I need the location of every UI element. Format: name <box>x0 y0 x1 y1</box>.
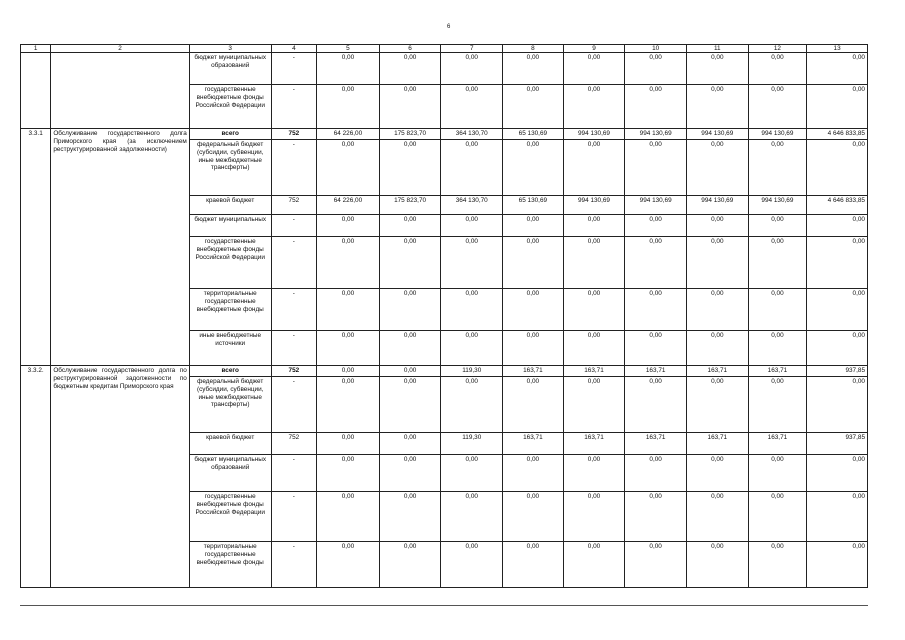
value-cell: 0,00 <box>748 140 807 196</box>
value-cell: 0,00 <box>317 140 380 196</box>
row-name: Обслуживание государственного долга по реструктурированной задолженности по бюджетным кредитам Приморского края <box>51 366 189 588</box>
row-col4: 752 <box>271 129 316 140</box>
value-cell: 994 130,69 <box>563 129 625 140</box>
header-cell: 8 <box>503 45 564 53</box>
value-cell: 0,00 <box>563 53 625 85</box>
funding-source: федеральный бюджет (субсидии, субвенции, иные межбюджетные трансферты) <box>189 377 271 433</box>
value-cell: 994 130,69 <box>686 129 748 140</box>
value-cell: 994 130,69 <box>563 196 625 215</box>
value-cell: 0,00 <box>379 492 441 542</box>
row-col4: - <box>271 53 316 85</box>
page-number: 6 <box>447 24 451 30</box>
funding-source: государственные внебюджетные фонды Российской Федерации <box>189 85 271 129</box>
row-col4: 752 <box>271 366 316 377</box>
value-cell: 994 130,69 <box>686 196 748 215</box>
row-col4: - <box>271 492 316 542</box>
funding-source: иные внебюджетные источники <box>189 331 271 366</box>
value-cell: 0,00 <box>503 542 564 588</box>
value-cell: 0,00 <box>441 140 503 196</box>
value-cell: 0,00 <box>625 53 687 85</box>
budget-table <box>20 44 868 588</box>
value-cell: 0,00 <box>686 289 748 331</box>
header-cell: 7 <box>441 45 503 53</box>
value-cell: 994 130,69 <box>625 129 687 140</box>
value-cell: 0,00 <box>563 542 625 588</box>
value-cell: 0,00 <box>686 85 748 129</box>
header-cell: 11 <box>686 45 748 53</box>
value-cell: 0,00 <box>625 542 687 588</box>
value-cell: 119,30 <box>441 366 503 377</box>
table-row <box>21 53 868 85</box>
row-col4: - <box>271 331 316 366</box>
value-cell: 0,00 <box>503 455 564 492</box>
value-cell: 0,00 <box>625 85 687 129</box>
value-cell: 0,00 <box>441 331 503 366</box>
bottom-rule <box>20 605 868 606</box>
value-cell: 163,71 <box>625 366 687 377</box>
value-cell: 0,00 <box>748 377 807 433</box>
value-cell: 163,71 <box>503 433 564 455</box>
row-name <box>51 53 189 129</box>
value-cell: 364 130,70 <box>441 129 503 140</box>
value-cell: 0,00 <box>317 455 380 492</box>
row-col4: - <box>271 377 316 433</box>
value-cell: 163,71 <box>563 433 625 455</box>
value-cell: 0,00 <box>807 492 868 542</box>
value-cell: 0,00 <box>686 140 748 196</box>
value-cell: 0,00 <box>379 433 441 455</box>
value-cell: 0,00 <box>379 455 441 492</box>
value-cell: 0,00 <box>317 53 380 85</box>
value-cell: 0,00 <box>748 492 807 542</box>
row-code: 3.3.2. <box>21 366 51 588</box>
header-cell: 2 <box>51 45 189 53</box>
funding-source: всего <box>189 366 271 377</box>
value-cell: 0,00 <box>317 492 380 542</box>
value-cell: 0,00 <box>748 542 807 588</box>
value-cell: 4 646 833,85 <box>807 196 868 215</box>
value-cell: 0,00 <box>563 289 625 331</box>
value-cell: 0,00 <box>748 215 807 237</box>
value-cell: 0,00 <box>379 237 441 289</box>
value-cell: 0,00 <box>625 289 687 331</box>
value-cell: 0,00 <box>686 377 748 433</box>
funding-source: бюджет муниципальных образований <box>189 455 271 492</box>
value-cell: 0,00 <box>686 455 748 492</box>
value-cell: 65 130,69 <box>503 196 564 215</box>
funding-source: государственные внебюджетные фонды Российской Федерации <box>189 492 271 542</box>
table-body <box>21 53 868 588</box>
table-row <box>21 366 868 377</box>
value-cell: 0,00 <box>686 492 748 542</box>
value-cell: 0,00 <box>807 215 868 237</box>
row-col4: - <box>271 237 316 289</box>
value-cell: 64 226,00 <box>317 129 380 140</box>
value-cell: 0,00 <box>379 542 441 588</box>
funding-source: федеральный бюджет (субсидии, субвенции, иные межбюджетные трансферты) <box>189 140 271 196</box>
value-cell: 0,00 <box>441 455 503 492</box>
value-cell: 0,00 <box>379 289 441 331</box>
value-cell: 0,00 <box>563 215 625 237</box>
value-cell: 175 823,70 <box>379 196 441 215</box>
row-col4: 752 <box>271 433 316 455</box>
value-cell: 0,00 <box>625 331 687 366</box>
value-cell: 0,00 <box>503 331 564 366</box>
value-cell: 0,00 <box>503 289 564 331</box>
value-cell: 4 646 833,85 <box>807 129 868 140</box>
value-cell: 0,00 <box>686 542 748 588</box>
value-cell: 0,00 <box>441 215 503 237</box>
value-cell: 0,00 <box>807 140 868 196</box>
value-cell: 0,00 <box>317 215 380 237</box>
header-cell: 1 <box>21 45 51 53</box>
header-cell: 13 <box>807 45 868 53</box>
value-cell: 0,00 <box>807 377 868 433</box>
row-code <box>21 53 51 129</box>
value-cell: 119,30 <box>441 433 503 455</box>
value-cell: 0,00 <box>625 237 687 289</box>
value-cell: 0,00 <box>625 492 687 542</box>
header-cell: 9 <box>563 45 625 53</box>
value-cell: 0,00 <box>807 331 868 366</box>
value-cell: 0,00 <box>317 289 380 331</box>
header-cell: 6 <box>379 45 441 53</box>
row-col4: - <box>271 289 316 331</box>
value-cell: 0,00 <box>441 85 503 129</box>
header-cell: 10 <box>625 45 687 53</box>
value-cell: 0,00 <box>807 237 868 289</box>
value-cell: 163,71 <box>625 433 687 455</box>
value-cell: 163,71 <box>686 433 748 455</box>
funding-source: территориальные государственные внебюджетные фонды <box>189 289 271 331</box>
value-cell: 994 130,69 <box>748 196 807 215</box>
funding-source: государственные внебюджетные фонды Российской Федерации <box>189 237 271 289</box>
funding-source: бюджет муниципальных <box>189 215 271 237</box>
value-cell: 0,00 <box>563 492 625 542</box>
value-cell: 937,85 <box>807 433 868 455</box>
value-cell: 0,00 <box>807 85 868 129</box>
value-cell: 0,00 <box>441 237 503 289</box>
value-cell: 0,00 <box>441 53 503 85</box>
value-cell: 994 130,69 <box>748 129 807 140</box>
row-col4: - <box>271 215 316 237</box>
value-cell: 0,00 <box>748 455 807 492</box>
header-cell: 4 <box>271 45 316 53</box>
funding-source: бюджет муниципальных образований <box>189 53 271 85</box>
value-cell: 0,00 <box>503 53 564 85</box>
value-cell: 0,00 <box>748 85 807 129</box>
value-cell: 0,00 <box>503 215 564 237</box>
row-col4: 752 <box>271 196 316 215</box>
row-col4: - <box>271 542 316 588</box>
funding-source: территориальные государственные внебюджетные фонды <box>189 542 271 588</box>
value-cell: 937,85 <box>807 366 868 377</box>
value-cell: 0,00 <box>317 542 380 588</box>
value-cell: 0,00 <box>807 289 868 331</box>
value-cell: 0,00 <box>379 140 441 196</box>
value-cell: 0,00 <box>686 53 748 85</box>
value-cell: 0,00 <box>686 331 748 366</box>
funding-source: краевой бюджет <box>189 433 271 455</box>
value-cell: 364 130,70 <box>441 196 503 215</box>
value-cell: 0,00 <box>317 377 380 433</box>
header-cell: 12 <box>748 45 807 53</box>
value-cell: 163,71 <box>503 366 564 377</box>
value-cell: 163,71 <box>748 433 807 455</box>
value-cell: 163,71 <box>748 366 807 377</box>
value-cell: 0,00 <box>748 53 807 85</box>
value-cell: 175 823,70 <box>379 129 441 140</box>
value-cell: 163,71 <box>563 366 625 377</box>
value-cell: 0,00 <box>379 53 441 85</box>
value-cell: 0,00 <box>748 237 807 289</box>
table-row <box>21 129 868 140</box>
value-cell: 0,00 <box>563 85 625 129</box>
value-cell: 0,00 <box>379 331 441 366</box>
value-cell: 0,00 <box>686 215 748 237</box>
value-cell: 0,00 <box>503 140 564 196</box>
value-cell: 163,71 <box>686 366 748 377</box>
value-cell: 0,00 <box>503 237 564 289</box>
row-code: 3.3.1 <box>21 129 51 366</box>
header-cell: 5 <box>317 45 380 53</box>
value-cell: 0,00 <box>441 492 503 542</box>
value-cell: 0,00 <box>686 237 748 289</box>
value-cell: 0,00 <box>503 377 564 433</box>
value-cell: 0,00 <box>563 237 625 289</box>
value-cell: 0,00 <box>625 215 687 237</box>
value-cell: 0,00 <box>379 85 441 129</box>
value-cell: 0,00 <box>563 377 625 433</box>
value-cell: 0,00 <box>625 455 687 492</box>
funding-source: краевой бюджет <box>189 196 271 215</box>
value-cell: 0,00 <box>807 455 868 492</box>
row-col4: - <box>271 85 316 129</box>
value-cell: 65 130,69 <box>503 129 564 140</box>
value-cell: 0,00 <box>503 492 564 542</box>
value-cell: 0,00 <box>317 366 380 377</box>
row-name: Обслуживание государственного долга Приморского края (за исключением реструктурированной задолженности) <box>51 129 189 366</box>
value-cell: 0,00 <box>317 433 380 455</box>
value-cell: 0,00 <box>317 237 380 289</box>
header-cell: 3 <box>189 45 271 53</box>
value-cell: 0,00 <box>625 140 687 196</box>
value-cell: 0,00 <box>379 215 441 237</box>
value-cell: 0,00 <box>748 331 807 366</box>
value-cell: 0,00 <box>625 377 687 433</box>
value-cell: 994 130,69 <box>625 196 687 215</box>
row-col4: - <box>271 455 316 492</box>
value-cell: 0,00 <box>807 542 868 588</box>
value-cell: 0,00 <box>807 53 868 85</box>
value-cell: 0,00 <box>317 85 380 129</box>
row-col4: - <box>271 140 316 196</box>
value-cell: 0,00 <box>441 377 503 433</box>
value-cell: 0,00 <box>563 455 625 492</box>
value-cell: 0,00 <box>317 331 380 366</box>
value-cell: 0,00 <box>379 366 441 377</box>
funding-source: всего <box>189 129 271 140</box>
header-row <box>21 45 868 53</box>
value-cell: 0,00 <box>748 289 807 331</box>
value-cell: 64 226,00 <box>317 196 380 215</box>
value-cell: 0,00 <box>503 85 564 129</box>
value-cell: 0,00 <box>563 331 625 366</box>
value-cell: 0,00 <box>441 289 503 331</box>
value-cell: 0,00 <box>379 377 441 433</box>
value-cell: 0,00 <box>441 542 503 588</box>
value-cell: 0,00 <box>563 140 625 196</box>
